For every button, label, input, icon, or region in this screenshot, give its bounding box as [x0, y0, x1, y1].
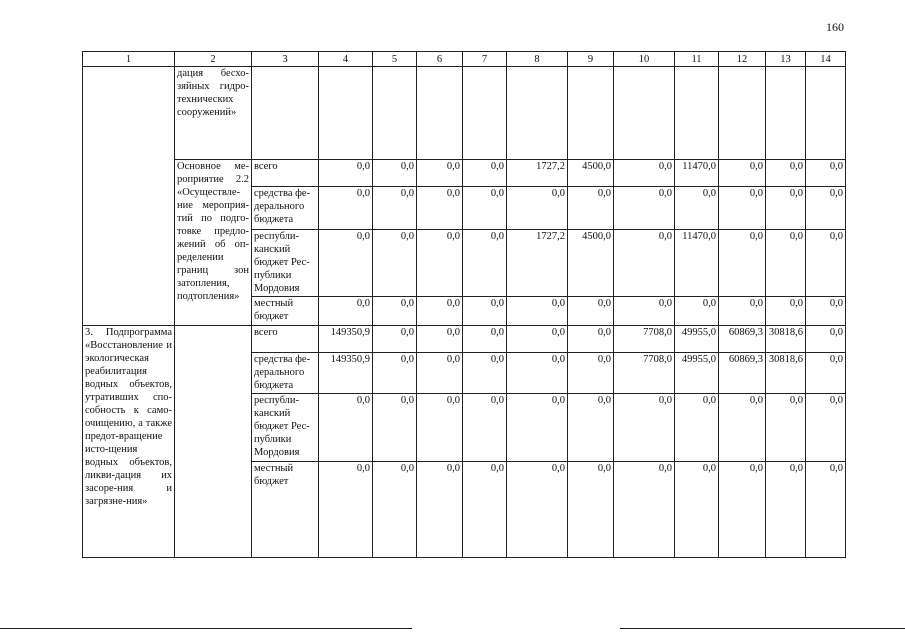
value-cell: 0,0 — [766, 160, 806, 187]
header-cell: 7 — [463, 52, 507, 67]
value-cell: 0,0 — [463, 326, 507, 353]
value-cell: 0,0 — [568, 394, 614, 462]
value-cell: 0,0 — [675, 462, 719, 558]
value-cell: 0,0 — [766, 462, 806, 558]
value-cell: 0,0 — [417, 187, 463, 230]
value-cell: 0,0 — [675, 187, 719, 230]
budget-table — [82, 51, 846, 558]
value-cell: 0,0 — [417, 394, 463, 462]
funding-source: всего — [252, 326, 319, 353]
value-cell: 0,0 — [568, 353, 614, 394]
header-cell: 14 — [806, 52, 846, 67]
value-cell: 0,0 — [614, 462, 675, 558]
value-cell: 0,0 — [373, 394, 417, 462]
header-cell: 8 — [507, 52, 568, 67]
value-cell: 0,0 — [806, 187, 846, 230]
value-cell: 0,0 — [319, 462, 373, 558]
value-cell: 0,0 — [373, 230, 417, 297]
header-cell: 2 — [175, 52, 252, 67]
value-cell: 0,0 — [507, 297, 568, 326]
value-cell: 49955,0 — [675, 353, 719, 394]
event-name-continuation: дация бесхо-зяйных гидро-технических сооружений» — [175, 67, 252, 160]
value-cell: 0,0 — [417, 230, 463, 297]
funding-source: всего — [252, 160, 319, 187]
value-cell: 149350,9 — [319, 326, 373, 353]
value-cell: 0,0 — [319, 160, 373, 187]
value-cell: 0,0 — [806, 230, 846, 297]
value-cell: 0,0 — [766, 230, 806, 297]
header-row — [83, 52, 846, 67]
funding-source: республи-канский бюджет Рес-публики Мордовия — [252, 394, 319, 462]
value-cell: 30818,6 — [766, 326, 806, 353]
value-cell: 0,0 — [806, 462, 846, 558]
header-cell: 5 — [373, 52, 417, 67]
value-cell: 0,0 — [614, 187, 675, 230]
value-cell: 0,0 — [568, 187, 614, 230]
value-cell: 0,0 — [806, 394, 846, 462]
value-cell: 0,0 — [417, 462, 463, 558]
header-cell: 4 — [319, 52, 373, 67]
value-cell: 0,0 — [373, 160, 417, 187]
value-cell: 0,0 — [614, 394, 675, 462]
value-cell: 0,0 — [319, 297, 373, 326]
value-cell: 0,0 — [568, 326, 614, 353]
value-cell: 0,0 — [417, 160, 463, 187]
header-cell: 9 — [568, 52, 614, 67]
value-cell: 0,0 — [675, 394, 719, 462]
value-cell: 7708,0 — [614, 353, 675, 394]
value-cell: 49955,0 — [675, 326, 719, 353]
value-cell: 0,0 — [719, 187, 766, 230]
funding-source: местный бюджет — [252, 297, 319, 326]
value-cell: 0,0 — [319, 394, 373, 462]
value-cell: 0,0 — [507, 187, 568, 230]
value-cell: 0,0 — [373, 187, 417, 230]
value-cell: 11470,0 — [675, 160, 719, 187]
value-cell: 0,0 — [463, 353, 507, 394]
value-cell: 0,0 — [507, 353, 568, 394]
value-cell: 4500,0 — [568, 230, 614, 297]
value-cell: 0,0 — [719, 462, 766, 558]
footer-rule — [620, 628, 905, 629]
funding-source: республи-канский бюджет Рес-публики Мордовия — [252, 230, 319, 297]
header-cell: 1 — [83, 52, 175, 67]
value-cell: 0,0 — [675, 297, 719, 326]
value-cell: 1727,2 — [507, 230, 568, 297]
value-cell: 0,0 — [806, 326, 846, 353]
table-row — [83, 67, 846, 160]
footer-rule — [0, 628, 412, 629]
value-cell: 0,0 — [719, 160, 766, 187]
header-cell: 3 — [252, 52, 319, 67]
value-cell: 0,0 — [463, 297, 507, 326]
value-cell: 0,0 — [463, 160, 507, 187]
value-cell: 0,0 — [766, 394, 806, 462]
value-cell: 0,0 — [614, 160, 675, 187]
value-cell: 0,0 — [507, 462, 568, 558]
value-cell: 149350,9 — [319, 353, 373, 394]
value-cell: 0,0 — [463, 462, 507, 558]
header-cell: 10 — [614, 52, 675, 67]
value-cell: 0,0 — [766, 187, 806, 230]
value-cell: 0,0 — [719, 297, 766, 326]
empty-cell — [175, 326, 252, 558]
value-cell: 0,0 — [507, 394, 568, 462]
value-cell: 0,0 — [373, 326, 417, 353]
value-cell: 0,0 — [463, 187, 507, 230]
header-cell: 11 — [675, 52, 719, 67]
value-cell: 30818,6 — [766, 353, 806, 394]
value-cell: 0,0 — [319, 187, 373, 230]
empty-cell — [83, 67, 175, 326]
value-cell: 0,0 — [614, 230, 675, 297]
funding-source: местный бюджет — [252, 462, 319, 558]
value-cell: 0,0 — [463, 394, 507, 462]
value-cell: 60869,3 — [719, 326, 766, 353]
table-row — [83, 160, 846, 187]
value-cell: 0,0 — [373, 353, 417, 394]
value-cell: 0,0 — [417, 353, 463, 394]
value-cell: 7708,0 — [614, 326, 675, 353]
value-cell: 0,0 — [463, 230, 507, 297]
value-cell: 0,0 — [568, 462, 614, 558]
funding-source: средства фе-дерального бюджета — [252, 187, 319, 230]
table-row — [83, 326, 846, 353]
value-cell: 60869,3 — [719, 353, 766, 394]
value-cell: 0,0 — [319, 230, 373, 297]
value-cell: 0,0 — [417, 326, 463, 353]
header-cell: 13 — [766, 52, 806, 67]
value-cell: 0,0 — [719, 230, 766, 297]
value-cell: 0,0 — [373, 297, 417, 326]
subprogram-name: 3. Подпрограмма «Восстановление и экологическая реабилитация водных объектов, утративших спо-собность к само-очищению, а также предот-вращение исто-щения водных объектов, ликви-дация их засоре-ния и загрязне-ния» — [83, 326, 175, 558]
value-cell: 0,0 — [507, 326, 568, 353]
value-cell: 1727,2 — [507, 160, 568, 187]
value-cell: 11470,0 — [675, 230, 719, 297]
value-cell: 0,0 — [806, 160, 846, 187]
value-cell: 4500,0 — [568, 160, 614, 187]
value-cell: 0,0 — [568, 297, 614, 326]
value-cell: 0,0 — [806, 353, 846, 394]
page-number: 160 — [826, 20, 844, 34]
value-cell: 0,0 — [719, 394, 766, 462]
value-cell: 0,0 — [806, 297, 846, 326]
header-cell: 6 — [417, 52, 463, 67]
value-cell: 0,0 — [373, 462, 417, 558]
value-cell: 0,0 — [417, 297, 463, 326]
header-cell: 12 — [719, 52, 766, 67]
value-cell: 0,0 — [766, 297, 806, 326]
event-name: Основное ме-роприятие 2.2 «Осуществле-ние мероприя-тий по подго-товке предло-жений об оп-ределении границ зон затопления, подтопления» — [175, 160, 252, 326]
funding-source: средства фе-дерального бюджета — [252, 353, 319, 394]
value-cell: 0,0 — [614, 297, 675, 326]
